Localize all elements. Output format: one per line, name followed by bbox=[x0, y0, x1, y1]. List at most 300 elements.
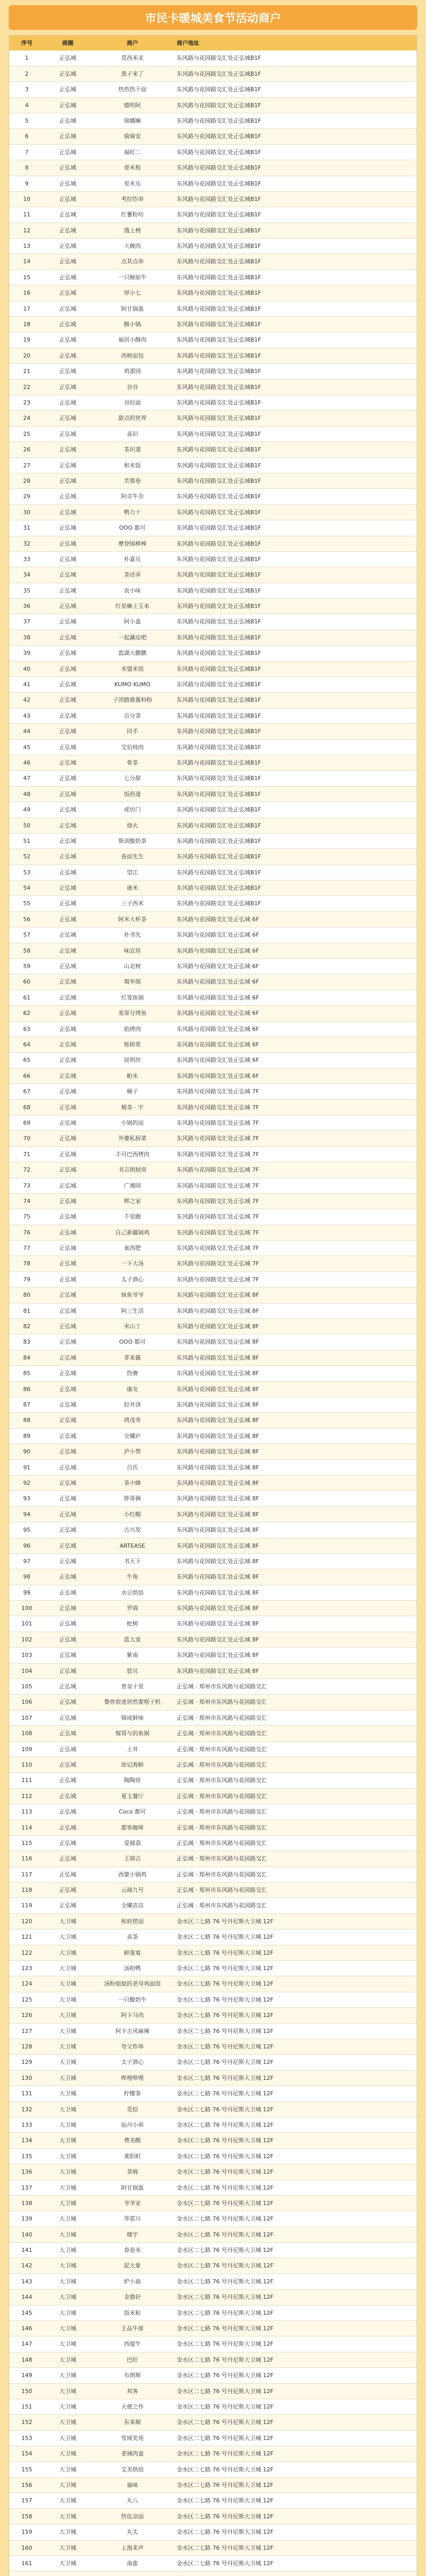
table-row bbox=[9, 2227, 417, 2242]
row-district: 正弘城 bbox=[59, 1354, 76, 1361]
row-district: 正弘城 bbox=[59, 1683, 76, 1690]
table-row bbox=[9, 1694, 417, 1709]
table-row bbox=[9, 191, 417, 207]
table-row bbox=[9, 1882, 417, 1897]
table-row bbox=[9, 2132, 417, 2148]
page-wrapper bbox=[5, 5, 421, 2576]
row-district: 正弘城 bbox=[59, 665, 76, 672]
table-row bbox=[9, 2164, 417, 2179]
table-row bbox=[9, 2352, 417, 2367]
row-address: 东风路与花园路交汇处正弘城B1F bbox=[177, 274, 261, 281]
row-district: 正弘城 bbox=[59, 368, 76, 375]
table-row bbox=[9, 1976, 417, 1991]
row-index: 121 bbox=[21, 1934, 32, 1941]
table-row bbox=[9, 974, 417, 989]
row-address: 金水区二七路 76 号丹尼斯大卫城 12F bbox=[177, 2294, 274, 2301]
row-index: 150 bbox=[21, 2387, 32, 2395]
table-row bbox=[9, 2509, 417, 2524]
row-merchant: 椿茶 · 宇 bbox=[121, 1104, 144, 1111]
table-row bbox=[9, 1083, 417, 1099]
table-row bbox=[9, 2367, 417, 2383]
table-row bbox=[9, 1663, 417, 1679]
row-merchant: 小红帽 bbox=[124, 1511, 141, 1518]
row-address: 金水区二七路 76 号丹尼斯大卫城 12F bbox=[177, 2215, 274, 2223]
row-index: 72 bbox=[23, 1166, 30, 1174]
row-district: 正弘城 bbox=[59, 1088, 76, 1095]
table-row bbox=[9, 2289, 417, 2304]
row-index: 159 bbox=[21, 2529, 32, 2536]
row-district: 大卫城 bbox=[59, 2387, 76, 2395]
row-district: 正弘城 bbox=[59, 164, 76, 172]
row-address: 金水区二七路 76 号丹尼斯大卫城 12F bbox=[177, 2027, 274, 2035]
row-index: 78 bbox=[23, 1260, 30, 1267]
row-merchant: 东来顺 bbox=[124, 2419, 141, 2426]
row-merchant: 麦哥写烤鱼 bbox=[118, 1010, 147, 1017]
row-address: 东风路与花园路交汇处正弘城B1F bbox=[177, 603, 261, 610]
row-address: 东风路与花园路交汇处正弘城 6F bbox=[177, 947, 259, 954]
row-address: 东风路与花园路交汇处正弘城 7F bbox=[177, 1213, 259, 1221]
row-merchant: 王品牛排 bbox=[121, 2325, 144, 2332]
row-index: 5 bbox=[25, 117, 29, 124]
table-row bbox=[9, 2524, 417, 2539]
row-index: 119 bbox=[21, 1902, 32, 1909]
row-merchant: 悠贝 bbox=[127, 1667, 138, 1674]
row-district: 正弘城 bbox=[59, 759, 76, 766]
row-address: 东风路与花园路交汇处正弘城 8F bbox=[177, 1448, 259, 1455]
row-index: 101 bbox=[21, 1620, 32, 1628]
row-district: 正弘城 bbox=[59, 55, 76, 62]
table-row bbox=[9, 348, 417, 363]
row-district: 正弘城 bbox=[59, 290, 76, 297]
row-merchant: 卷面先生 bbox=[121, 853, 144, 860]
table-row bbox=[9, 2054, 417, 2070]
table-row bbox=[9, 1867, 417, 1882]
row-merchant: 老城肉盒 bbox=[121, 2450, 144, 2458]
table-row bbox=[9, 1585, 417, 1600]
row-address: 东风路与花园路交汇处正弘城 6F bbox=[177, 978, 259, 986]
row-index: 103 bbox=[21, 1652, 32, 1659]
row-merchant: 全耀庐 bbox=[124, 1432, 141, 1439]
row-district: 正弘城 bbox=[59, 1197, 76, 1205]
row-address: 东风路与花园路交汇处正弘城B1F bbox=[177, 728, 261, 735]
row-district: 正弘城 bbox=[59, 1010, 76, 1017]
row-district: 正弘城 bbox=[59, 1292, 76, 1299]
row-address: 金水区二七路 76 号丹尼斯大卫城 12F bbox=[177, 2434, 274, 2442]
row-index: 147 bbox=[21, 2341, 32, 2348]
row-merchant: 焰烤肉 bbox=[124, 1025, 141, 1032]
row-merchant: 阿甘锅盔 bbox=[121, 305, 144, 312]
row-district: 正弘城 bbox=[59, 1464, 76, 1471]
row-address: 正弘城 · 郑州市东风路与花园路交汇 bbox=[177, 1808, 267, 1816]
row-district: 正弘城 bbox=[59, 180, 76, 187]
row-index: 113 bbox=[21, 1808, 32, 1816]
header-merchant: 商户 bbox=[127, 40, 138, 46]
row-address: 东风路与花园路交汇处正弘城B1F bbox=[177, 290, 261, 297]
table-row bbox=[9, 332, 417, 347]
table-row bbox=[9, 2540, 417, 2555]
row-index: 29 bbox=[23, 493, 30, 500]
row-merchant: 太子酒心 bbox=[121, 1276, 144, 1283]
row-address: 金水区二七路 76 号丹尼斯大卫城 12F bbox=[177, 2325, 274, 2332]
row-index: 112 bbox=[21, 1792, 32, 1800]
row-merchant: 一下大汤 bbox=[121, 1260, 144, 1267]
row-index: 118 bbox=[21, 1887, 32, 1894]
row-address: 东风路与花园路交汇处正弘城B1F bbox=[177, 524, 261, 532]
row-index: 3 bbox=[25, 86, 29, 93]
table-row bbox=[9, 1992, 417, 2007]
table-row bbox=[9, 2195, 417, 2211]
row-index: 99 bbox=[23, 1589, 30, 1596]
row-index: 36 bbox=[23, 603, 30, 610]
row-index: 65 bbox=[23, 1057, 30, 1064]
row-merchant: 华雷川 bbox=[124, 2215, 141, 2223]
row-merchant: 春卷米 bbox=[124, 2247, 141, 2254]
row-index: 104 bbox=[21, 1667, 32, 1674]
table-row bbox=[9, 1772, 417, 1788]
row-address: 正弘城 · 郑州市东风路与花园路交汇 bbox=[177, 1714, 267, 1721]
row-merchant: 酥小锅 bbox=[124, 321, 141, 328]
row-merchant: 烧火 bbox=[127, 822, 138, 829]
row-district: 正弘城 bbox=[59, 869, 76, 876]
row-address: 东风路与花园路交汇处正弘城B1F bbox=[177, 493, 261, 500]
row-district: 正弘城 bbox=[59, 148, 76, 156]
row-district: 大卫城 bbox=[59, 2106, 76, 2113]
row-address: 东风路与花园路交汇处正弘城B1F bbox=[177, 697, 261, 704]
table-row bbox=[9, 614, 417, 629]
row-address: 东风路与花园路交汇处正弘城B1F bbox=[177, 368, 261, 375]
row-merchant: 夏玉餐厅 bbox=[121, 1792, 144, 1800]
table-row bbox=[9, 97, 417, 113]
row-district: 大卫城 bbox=[59, 2341, 76, 2348]
table-row bbox=[9, 1569, 417, 1584]
row-district: 大卫城 bbox=[59, 2074, 76, 2081]
row-index: 33 bbox=[23, 555, 30, 563]
row-merchant: 栎榕堂 bbox=[124, 1041, 141, 1048]
row-index: 148 bbox=[21, 2356, 32, 2363]
row-index: 86 bbox=[23, 1385, 30, 1393]
row-merchant: 西提牛 bbox=[124, 2341, 141, 2348]
row-district: 正弘城 bbox=[59, 1699, 76, 1706]
row-merchant: ARTEASE bbox=[120, 1542, 145, 1549]
row-merchant: 巢西肥 bbox=[124, 1245, 141, 1252]
row-address: 东风路与花园路交汇处正弘城 7F bbox=[177, 1150, 259, 1158]
table-row bbox=[9, 1256, 417, 1271]
row-merchant: 丸八 bbox=[127, 2497, 138, 2504]
row-index: 28 bbox=[23, 477, 30, 484]
table-row bbox=[9, 1851, 417, 1866]
row-district: 正弘城 bbox=[59, 1213, 76, 1221]
table-row bbox=[9, 1553, 417, 1569]
table-row bbox=[9, 285, 417, 300]
table-row bbox=[9, 520, 417, 535]
row-merchant: 子团踏鼎酱料粉 bbox=[112, 697, 152, 704]
row-index: 141 bbox=[21, 2247, 32, 2254]
row-address: 东风路与花园路交汇处正弘城 8F bbox=[177, 1385, 259, 1393]
row-district: 正弘城 bbox=[59, 211, 76, 218]
row-merchant: 雪域笑苑 bbox=[121, 2434, 144, 2442]
row-district: 正弘城 bbox=[59, 1323, 76, 1330]
row-district: 正弘城 bbox=[59, 743, 76, 751]
row-address: 东风路与花园路交汇处正弘城 6F bbox=[177, 963, 259, 970]
table-row bbox=[9, 1162, 417, 1177]
row-district: 正弘城 bbox=[59, 790, 76, 798]
row-merchant: 楼宇 bbox=[127, 2231, 138, 2238]
row-district: 正弘城 bbox=[59, 1245, 76, 1252]
row-district: 正弘城 bbox=[59, 1887, 76, 1894]
row-address: 正弘城 · 郑州市东风路与花园路交汇 bbox=[177, 1824, 267, 1831]
row-index: 53 bbox=[23, 869, 30, 876]
row-merchant: 书吉朗厨房 bbox=[118, 1166, 147, 1174]
table-row bbox=[9, 943, 417, 958]
row-merchant: 巴旺 bbox=[127, 2356, 138, 2363]
row-merchant: 仙丹小串 bbox=[121, 2121, 144, 2128]
row-merchant: 菲来酱 bbox=[124, 1354, 141, 1361]
row-merchant: 南蛮 bbox=[127, 2560, 138, 2567]
row-index: 126 bbox=[21, 2012, 32, 2019]
table-row bbox=[9, 2493, 417, 2508]
row-merchant: 茶识道 bbox=[124, 446, 141, 453]
row-district: 正弘城 bbox=[59, 540, 76, 547]
row-address: 东风路与花园路交汇处正弘城B1F bbox=[177, 70, 261, 77]
table-row bbox=[9, 1381, 417, 1397]
row-index: 23 bbox=[23, 399, 30, 406]
row-merchant: 牛角 bbox=[127, 1573, 138, 1581]
row-address: 金水区二七路 76 号丹尼斯大卫城 12F bbox=[177, 2513, 274, 2520]
row-merchant: 水豆烘焙 bbox=[121, 1589, 144, 1596]
row-district: 正弘城 bbox=[59, 1527, 76, 1534]
row-index: 60 bbox=[23, 978, 30, 986]
row-address: 东风路与花园路交汇处正弘城B1F bbox=[177, 164, 261, 172]
row-index: 116 bbox=[21, 1855, 32, 1862]
row-address: 金水区二七路 76 号丹尼斯大卫城 12F bbox=[177, 1996, 274, 2003]
row-district: 正弘城 bbox=[59, 133, 76, 140]
row-district: 正弘城 bbox=[59, 1119, 76, 1126]
table-row bbox=[9, 1178, 417, 1193]
row-merchant: 千里跑 bbox=[124, 1213, 141, 1221]
row-address: 金水区二七路 76 号丹尼斯大卫城 12F bbox=[177, 2012, 274, 2019]
row-address: 东风路与花园路交汇处正弘城B1F bbox=[177, 336, 261, 344]
row-merchant: 灯笼鱼锅 bbox=[121, 994, 144, 1001]
row-merchant: 骑骑安 bbox=[124, 133, 141, 140]
table-row bbox=[9, 1240, 417, 1256]
table-row bbox=[9, 176, 417, 191]
row-index: 61 bbox=[23, 994, 30, 1001]
row-index: 56 bbox=[23, 916, 30, 923]
row-merchant: Coco 都可 bbox=[118, 1808, 146, 1816]
row-index: 151 bbox=[21, 2403, 32, 2410]
row-index: 92 bbox=[23, 1479, 30, 1486]
row-district: 正弘城 bbox=[59, 1072, 76, 1079]
row-merchant: 芙蓉卷 bbox=[124, 477, 141, 484]
row-merchant: 鸭力十 bbox=[124, 509, 141, 516]
row-address: 东风路与花园路交汇处正弘城B1F bbox=[177, 634, 261, 641]
row-merchant: 虎坊门 bbox=[124, 806, 141, 814]
row-index: 75 bbox=[23, 1213, 30, 1221]
row-index: 27 bbox=[23, 462, 30, 469]
row-index: 18 bbox=[23, 321, 30, 328]
row-district: 正弘城 bbox=[59, 1260, 76, 1267]
table-row bbox=[9, 504, 417, 520]
row-address: 金水区二七路 76 号丹尼斯大卫城 12F bbox=[177, 1934, 274, 1941]
row-district: 正弘城 bbox=[59, 305, 76, 312]
table-row bbox=[9, 238, 417, 253]
row-district: 正弘城 bbox=[59, 603, 76, 610]
table-row bbox=[9, 144, 417, 160]
row-merchant: 鸿茂寿 bbox=[124, 1417, 141, 1424]
row-address: 东风路与花园路交汇处正弘城 6F bbox=[177, 931, 259, 939]
row-district: 正弘城 bbox=[59, 697, 76, 704]
row-merchant: 农小味 bbox=[124, 587, 141, 594]
table-row bbox=[9, 1475, 417, 1490]
table-row bbox=[9, 2070, 417, 2086]
table-row bbox=[9, 802, 417, 817]
row-address: 东风路与花园路交汇处正弘城 6F bbox=[177, 1072, 259, 1079]
row-address: 金水区二七路 76 号丹尼斯大卫城 12F bbox=[177, 2090, 274, 2097]
row-index: 64 bbox=[23, 1041, 30, 1048]
table-row bbox=[9, 755, 417, 770]
row-index: 145 bbox=[21, 2309, 32, 2316]
row-index: 109 bbox=[21, 1745, 32, 1753]
table-row bbox=[9, 1897, 417, 1913]
row-district: 正弘城 bbox=[59, 853, 76, 860]
row-index: 71 bbox=[23, 1150, 30, 1158]
page-title: 市民卡暖城美食节活动商户 bbox=[9, 5, 417, 30]
row-index: 135 bbox=[21, 2153, 32, 2160]
row-district: 正弘城 bbox=[59, 963, 76, 970]
row-index: 47 bbox=[23, 775, 30, 782]
row-address: 东风路与花园路交汇处正弘城 7F bbox=[177, 1104, 259, 1111]
table-row bbox=[9, 457, 417, 473]
table-row bbox=[9, 1616, 417, 1631]
row-index: 68 bbox=[23, 1104, 30, 1111]
row-index: 146 bbox=[21, 2325, 32, 2332]
row-district: 大卫城 bbox=[59, 2059, 76, 2066]
row-address: 东风路与花园路交汇处正弘城 7F bbox=[177, 1182, 259, 1189]
row-district: 大卫城 bbox=[59, 2247, 76, 2254]
table-row bbox=[9, 630, 417, 645]
row-address: 东风路与花园路交汇处正弘城 7F bbox=[177, 1197, 259, 1205]
row-merchant: 喜识 bbox=[127, 430, 138, 437]
row-address: 东风路与花园路交汇处正弘城 7F bbox=[177, 1229, 259, 1236]
row-merchant: 蜀乡阁 bbox=[124, 978, 141, 986]
row-district: 大卫城 bbox=[59, 2121, 76, 2128]
row-address: 东风路与花园路交汇处正弘城B1F bbox=[177, 321, 261, 328]
row-address: 金水区二七路 76 号丹尼斯大卫城 12F bbox=[177, 2309, 274, 2316]
table-row bbox=[9, 2180, 417, 2195]
row-district: 正弘城 bbox=[59, 994, 76, 1001]
row-address: 东风路与花园路交汇处正弘城B1F bbox=[177, 618, 261, 625]
table-row bbox=[9, 2430, 417, 2446]
row-district: 正弘城 bbox=[59, 462, 76, 469]
row-index: 125 bbox=[21, 1996, 32, 2003]
row-district: 正弘城 bbox=[59, 1902, 76, 1909]
row-district: 大卫城 bbox=[59, 2419, 76, 2426]
row-merchant: 黑子来了 bbox=[121, 70, 144, 77]
row-merchant: 泥大象 bbox=[124, 2262, 141, 2269]
row-index: 134 bbox=[21, 2137, 32, 2144]
table-row bbox=[9, 2383, 417, 2399]
row-merchant: 山北树 bbox=[124, 963, 141, 970]
row-index: 48 bbox=[23, 790, 30, 798]
row-address: 正弘城 · 郑州市东风路与花园路交汇 bbox=[177, 1855, 267, 1862]
table-row bbox=[9, 2399, 417, 2414]
row-address: 金水区二七路 76 号丹尼斯大卫城 12F bbox=[177, 2341, 274, 2348]
row-address: 金水区二七路 76 号丹尼斯大卫城 12F bbox=[177, 2529, 274, 2536]
table-row bbox=[9, 2023, 417, 2039]
row-merchant: 福味 bbox=[127, 2481, 138, 2488]
row-address: 东风路与花园路交汇处正弘城 6F bbox=[177, 1025, 259, 1032]
row-merchant: 斯训酸奶茶 bbox=[118, 837, 147, 844]
table-row bbox=[9, 1318, 417, 1334]
row-merchant: 西树面包 bbox=[121, 352, 144, 359]
table-row bbox=[9, 833, 417, 849]
row-merchant: 鲜莲宴 bbox=[124, 1949, 141, 1956]
row-index: 102 bbox=[21, 1636, 32, 1643]
row-merchant: 外婆私厨菜 bbox=[118, 1135, 147, 1142]
row-index: 15 bbox=[23, 274, 30, 281]
table-row bbox=[9, 473, 417, 488]
row-merchant: 陶陶居 bbox=[124, 1777, 141, 1784]
row-merchant: 觅拾 bbox=[127, 2106, 138, 2113]
table-row bbox=[9, 253, 417, 269]
row-district: 正弘城 bbox=[59, 1573, 76, 1581]
row-district: 正弘城 bbox=[59, 1855, 76, 1862]
row-index: 110 bbox=[21, 1761, 32, 1768]
row-address: 东风路与花园路交汇处正弘城B1F bbox=[177, 101, 261, 109]
row-district: 正弘城 bbox=[59, 1667, 76, 1674]
row-district: 正弘城 bbox=[59, 101, 76, 109]
row-address: 东风路与花园路交汇处正弘城 7F bbox=[177, 1135, 259, 1142]
row-district: 正弘城 bbox=[59, 524, 76, 532]
row-merchant: 徐记海鲜 bbox=[121, 1761, 144, 1768]
row-index: 133 bbox=[21, 2121, 32, 2128]
row-district: 正弘城 bbox=[59, 509, 76, 516]
table-row bbox=[9, 2462, 417, 2477]
row-index: 80 bbox=[23, 1292, 30, 1299]
row-district: 大卫城 bbox=[59, 2481, 76, 2488]
row-index: 12 bbox=[23, 227, 30, 234]
table-row bbox=[9, 1820, 417, 1835]
row-index: 160 bbox=[21, 2544, 32, 2551]
table-row bbox=[9, 723, 417, 739]
row-district: 正弘城 bbox=[59, 1511, 76, 1518]
row-merchant: 天使之作 bbox=[121, 2403, 144, 2410]
table-row bbox=[9, 1146, 417, 1162]
table-row bbox=[9, 1303, 417, 1318]
row-address: 东风路与花园路交汇处正弘城B1F bbox=[177, 305, 261, 312]
row-district: 大卫城 bbox=[59, 2497, 76, 2504]
table-row bbox=[9, 1710, 417, 1725]
row-merchant: 艾美烘焙 bbox=[121, 2466, 144, 2473]
row-address: 金水区二七路 76 号丹尼斯大卫城 12F bbox=[177, 2560, 274, 2567]
row-address: 东风路与花园路交汇处正弘城 8F bbox=[177, 1620, 259, 1628]
row-district: 大卫城 bbox=[59, 2560, 76, 2567]
table-header-row bbox=[9, 36, 417, 50]
row-address: 东风路与花园路交汇处正弘城 8F bbox=[177, 1527, 259, 1534]
row-merchant: 德明阿 bbox=[124, 101, 141, 109]
row-index: 44 bbox=[23, 728, 30, 735]
row-index: 77 bbox=[23, 1245, 30, 1252]
row-address: 东风路与花园路交汇处正弘城 7F bbox=[177, 1260, 259, 1267]
table-row bbox=[9, 2039, 417, 2054]
row-address: 东风路与花园路交汇处正弘城 8F bbox=[177, 1464, 259, 1471]
row-merchant: 帕米 bbox=[127, 1072, 138, 1079]
row-district: 正弘城 bbox=[59, 1401, 76, 1408]
row-merchant: 一只鲸如牛 bbox=[118, 274, 147, 281]
row-district: 正弘城 bbox=[59, 1276, 76, 1283]
table-row bbox=[9, 1365, 417, 1381]
row-address: 东风路与花园路交汇处正弘城 6F bbox=[177, 916, 259, 923]
